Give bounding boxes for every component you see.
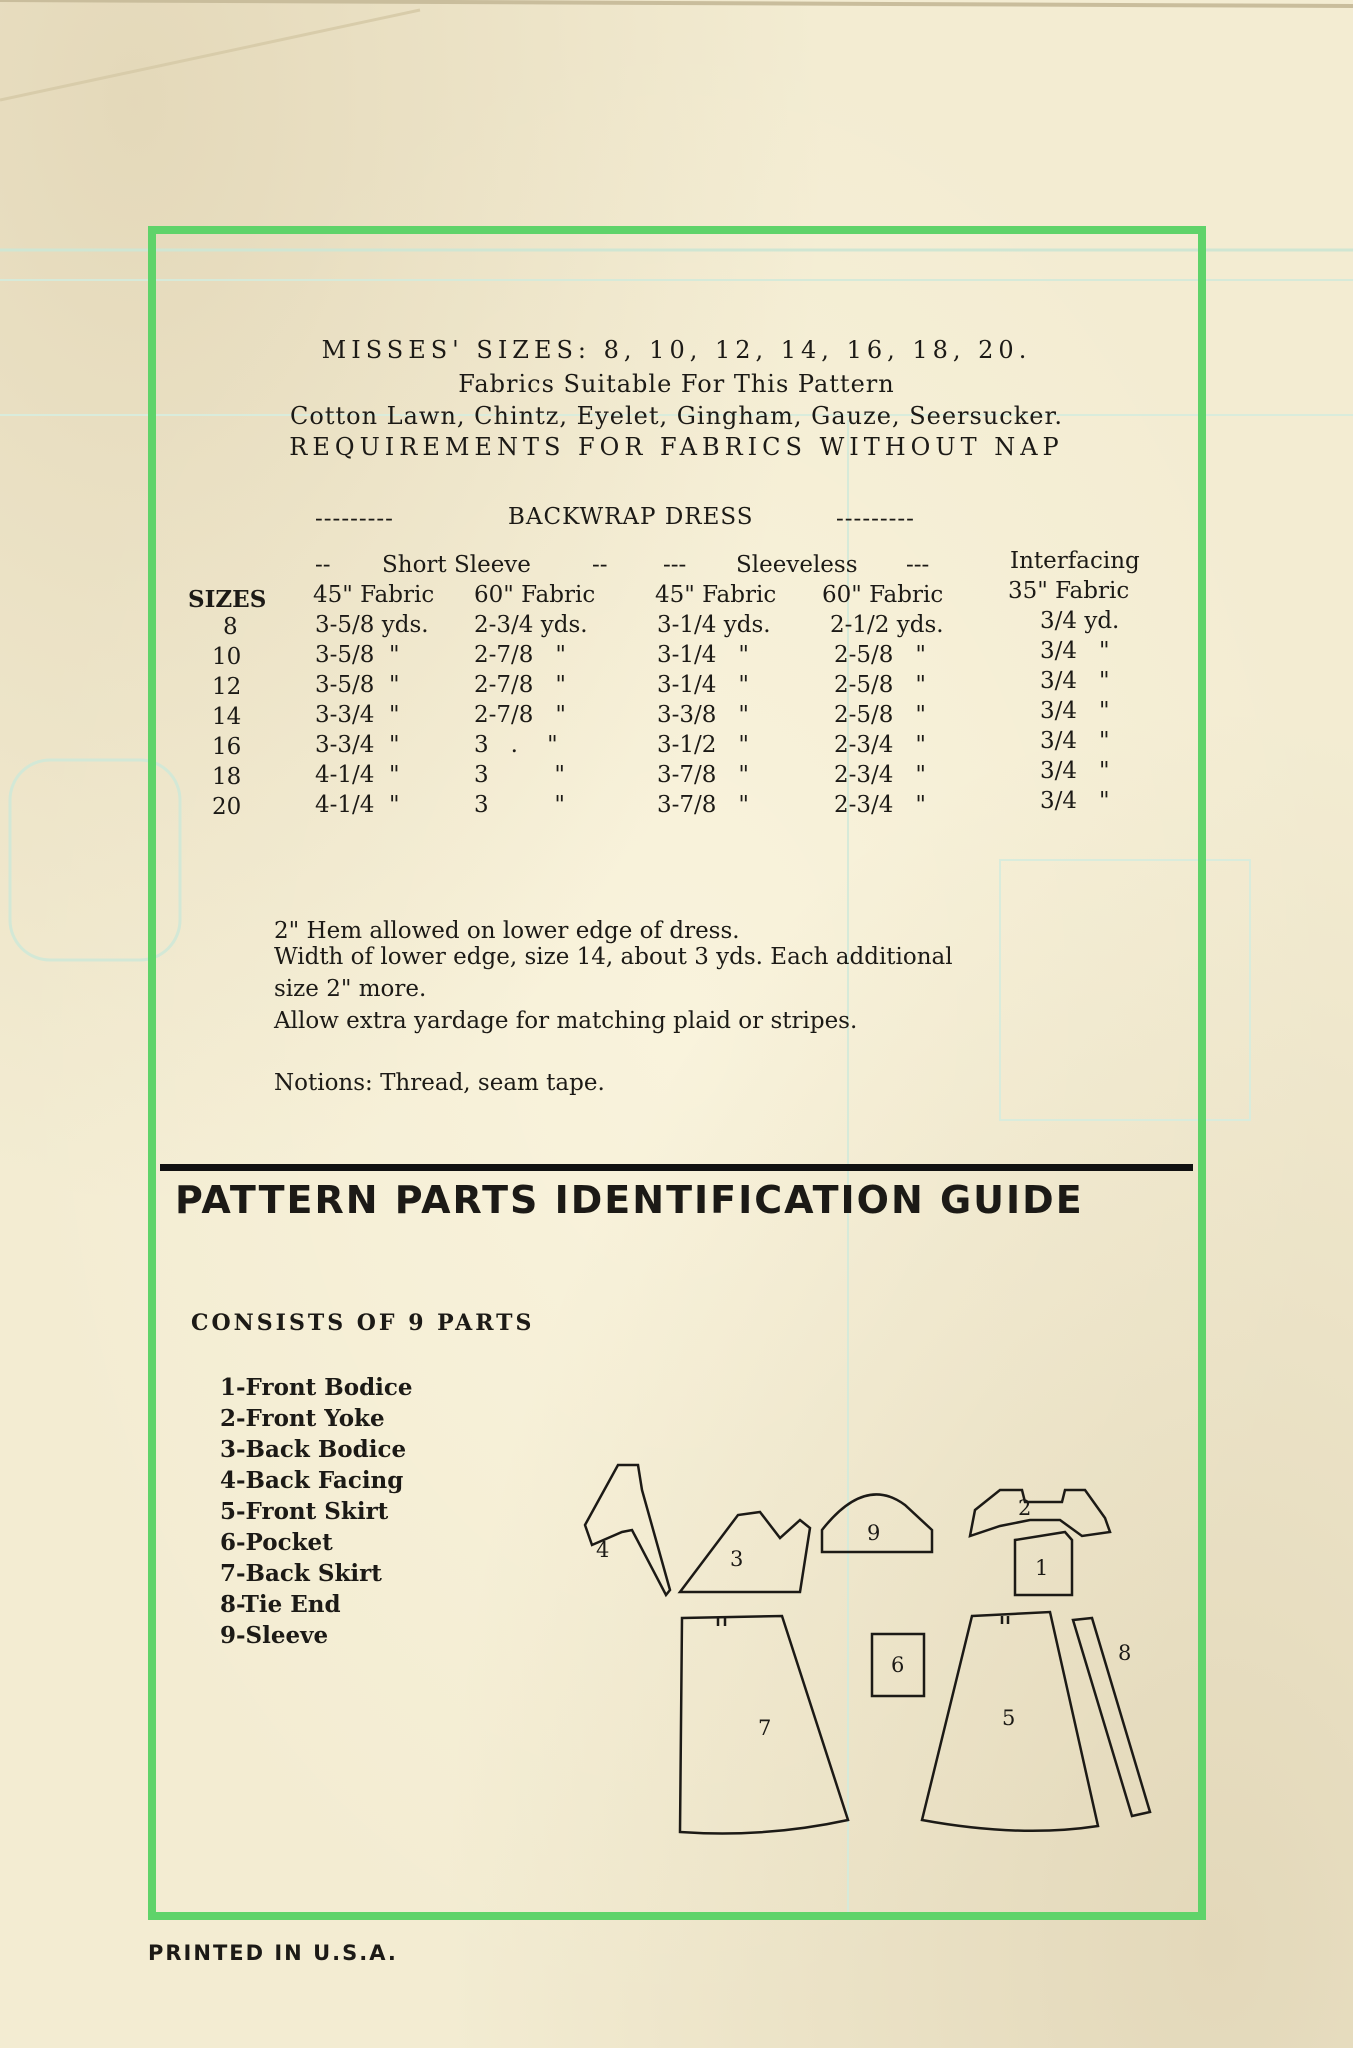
row-size: 12 xyxy=(212,674,242,700)
table-title: BACKWRAP DRESS xyxy=(508,504,754,530)
width-note-line2: size 2" more. xyxy=(274,976,427,1002)
row-cell: 3-1/4 " xyxy=(657,642,749,668)
row-cell: 3/4 yd. xyxy=(1040,608,1120,634)
piece-label: 1 xyxy=(1035,1556,1049,1580)
piece-label: 9 xyxy=(867,1521,881,1545)
col-header-3: 45" Fabric xyxy=(655,582,777,608)
misses-sizes-line: MISSES' SIZES: 8, 10, 12, 14, 16, 18, 20. xyxy=(321,336,1032,364)
row-cell: 3-3/4 " xyxy=(315,732,400,758)
row-cell: 3 . " xyxy=(474,732,558,758)
part-item: 8-Tie End xyxy=(220,1591,341,1618)
row-cell: 2-7/8 " xyxy=(474,672,566,698)
width-note-line1: Width of lower edge, size 14, about 3 yds. Each additional xyxy=(274,944,953,970)
col-header-4: 60" Fabric xyxy=(822,582,944,608)
requirements-heading: REQUIREMENTS FOR FABRICS WITHOUT NAP xyxy=(289,433,1064,461)
row-cell: 2-3/4 " xyxy=(834,762,926,788)
piece-label: 3 xyxy=(730,1547,744,1571)
piece-tie-end xyxy=(1073,1618,1150,1816)
row-cell: 3-3/8 " xyxy=(657,702,749,728)
short-sleeve-heading: Short Sleeve xyxy=(382,552,531,578)
notions-note: Notions: Thread, seam tape. xyxy=(274,1070,605,1096)
row-size: 10 xyxy=(212,644,242,670)
row-cell: 3/4 " xyxy=(1040,788,1110,814)
row-cell: 2-5/8 " xyxy=(834,672,926,698)
row-size: 18 xyxy=(212,764,242,790)
piece-back-bodice xyxy=(680,1512,810,1592)
row-cell: 2-1/2 yds. xyxy=(830,612,944,638)
piece-label: 2 xyxy=(1018,1496,1032,1520)
part-item: 5-Front Skirt xyxy=(220,1498,389,1525)
row-cell: 4-1/4 " xyxy=(315,792,400,818)
row-cell: 3 " xyxy=(474,762,566,788)
piece-label: 8 xyxy=(1118,1641,1132,1665)
row-cell: 2-3/4 " xyxy=(834,732,926,758)
piece-back-facing xyxy=(585,1465,670,1595)
part-item: 7-Back Skirt xyxy=(220,1560,382,1587)
piece-label: 5 xyxy=(1002,1706,1016,1730)
hem-note: 2" Hem allowed on lower edge of dress. xyxy=(274,918,740,944)
piece-front-yoke xyxy=(970,1490,1110,1536)
row-size: 20 xyxy=(212,794,242,820)
fabrics-list: Cotton Lawn, Chintz, Eyelet, Gingham, Gauze, Seersucker. xyxy=(290,402,1063,430)
col-header-2: 60" Fabric xyxy=(474,582,596,608)
pattern-pieces-diagram xyxy=(560,1420,1160,1860)
short-sleeve-dash-left: -- xyxy=(315,552,331,578)
row-cell: 2-7/8 " xyxy=(474,642,566,668)
part-item: 2-Front Yoke xyxy=(220,1405,385,1432)
row-cell: 2-3/4 " xyxy=(834,792,926,818)
sizes-column-header: SIZES xyxy=(188,586,267,613)
title-dashes-left: --------- xyxy=(315,506,394,532)
row-cell: 3/4 " xyxy=(1040,638,1110,664)
piece-label: 7 xyxy=(758,1716,772,1740)
row-cell: 3/4 " xyxy=(1040,668,1110,694)
title-dashes-right: --------- xyxy=(836,506,915,532)
row-cell: 3 " xyxy=(474,792,566,818)
row-cell: 3-1/4 yds. xyxy=(657,612,771,638)
row-cell: 3-5/8 " xyxy=(315,642,400,668)
row-cell: 3-1/2 " xyxy=(657,732,749,758)
consists-heading: CONSISTS OF 9 PARTS xyxy=(191,1310,535,1336)
row-cell: 3/4 " xyxy=(1040,728,1110,754)
guide-divider-rule xyxy=(160,1164,1193,1171)
part-item: 6-Pocket xyxy=(220,1529,333,1556)
row-cell: 3/4 " xyxy=(1040,758,1110,784)
col-header-5: 35" Fabric xyxy=(1008,578,1130,604)
sleeveless-dash-right: --- xyxy=(906,552,930,578)
sleeveless-dash-left: --- xyxy=(663,552,687,578)
part-item: 4-Back Facing xyxy=(220,1467,404,1494)
printed-in-usa: PRINTED IN U.S.A. xyxy=(148,1941,398,1965)
row-size: 14 xyxy=(212,704,242,730)
row-cell: 2-5/8 " xyxy=(834,642,926,668)
row-cell: 3-5/8 " xyxy=(315,672,400,698)
part-item: 3-Back Bodice xyxy=(220,1436,407,1463)
piece-label: 4 xyxy=(596,1538,610,1562)
row-cell: 3-1/4 " xyxy=(657,672,749,698)
row-cell: 3-7/8 " xyxy=(657,792,749,818)
row-size: 16 xyxy=(212,734,242,760)
row-cell: 3/4 " xyxy=(1040,698,1110,724)
sleeveless-heading: Sleeveless xyxy=(736,552,858,578)
row-cell: 2-7/8 " xyxy=(474,702,566,728)
guide-title: PATTERN PARTS IDENTIFICATION GUIDE xyxy=(175,1178,1084,1222)
fabrics-suitable-title: Fabrics Suitable For This Pattern xyxy=(458,370,895,398)
plaid-note: Allow extra yardage for matching plaid or stripes. xyxy=(274,1008,858,1034)
col-header-1: 45" Fabric xyxy=(313,582,435,608)
part-item: 1-Front Bodice xyxy=(220,1374,413,1401)
part-item: 9-Sleeve xyxy=(220,1622,329,1649)
row-cell: 3-7/8 " xyxy=(657,762,749,788)
interfacing-heading: Interfacing xyxy=(1010,548,1140,574)
row-cell: 4-1/4 " xyxy=(315,762,400,788)
row-size: 8 xyxy=(223,614,238,640)
row-cell: 2-3/4 yds. xyxy=(474,612,588,638)
row-cell: 3-5/8 yds. xyxy=(315,612,429,638)
short-sleeve-dash-right: -- xyxy=(592,552,608,578)
row-cell: 2-5/8 " xyxy=(834,702,926,728)
row-cell: 3-3/4 " xyxy=(315,702,400,728)
piece-label: 6 xyxy=(891,1653,905,1677)
